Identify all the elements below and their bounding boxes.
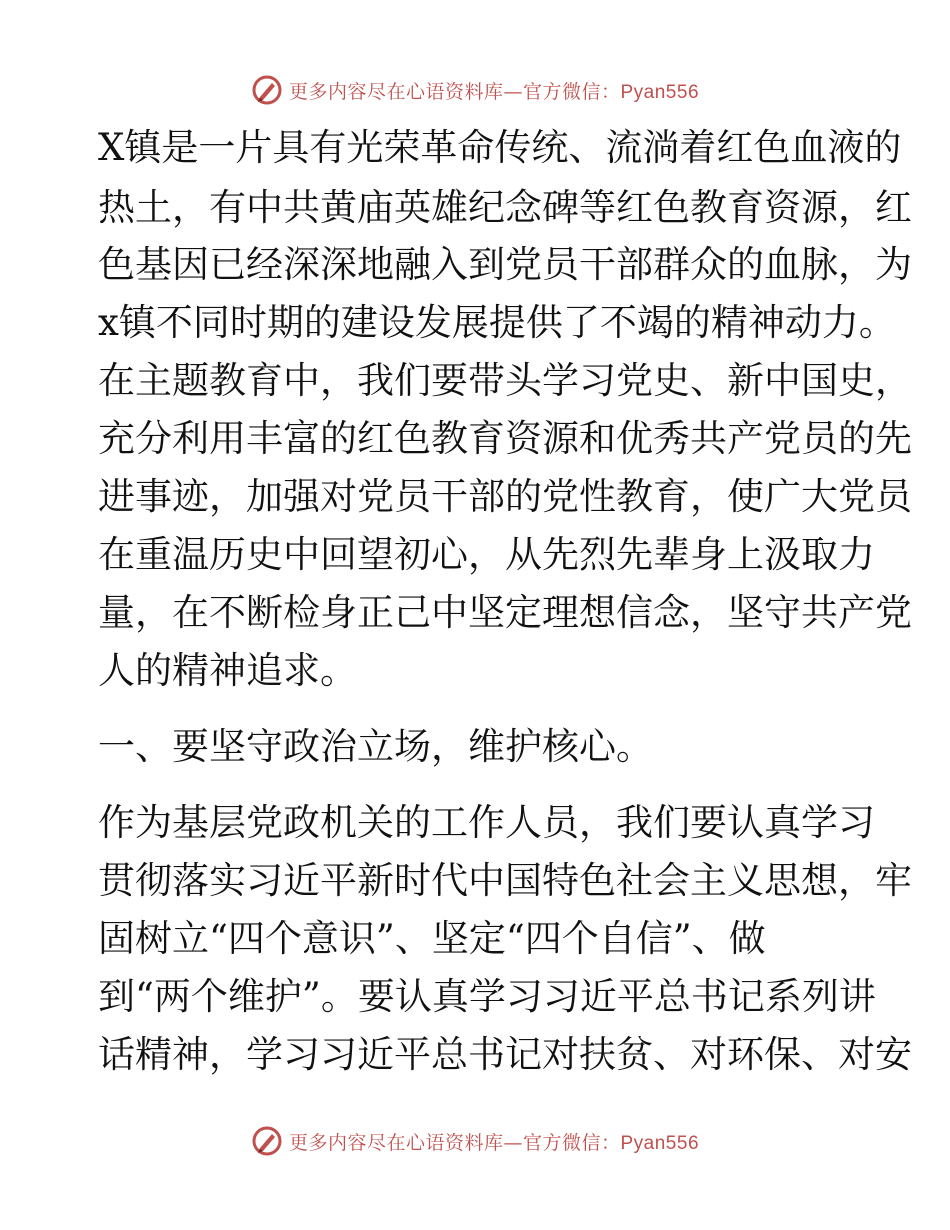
pen-logo-icon [251,74,283,106]
body-line: 量，在不断检身正己中坚定理想信念，坚守共产党 [98,591,912,634]
body-line: 进事迹，加强对党员干部的党性教育，使广大党员 [98,475,912,518]
footer-banner [0,1121,950,1161]
header-banner [0,70,950,110]
body-line: 在主题教育中，我们要带头学习党史、新中国史， [98,359,912,402]
pen-logo-icon [251,1125,283,1157]
body-line: 在重温历史中回望初心，从先烈先辈身上汲取力 [98,533,875,576]
body-line: x镇不同时期的建设发展提供了不竭的精神动力。 [98,301,896,344]
body-line: 色基因已经深深地融入到党员干部群众的血脉，为 [98,243,912,286]
footer-banner-text: 更多内容尽在心语资料库—官方微信：Pyan556 [288,1131,700,1154]
section-heading: 一、要坚守政治立场，维护核心。 [98,725,653,768]
body-line: 到“两个维护”。要认真学习习近平总书记系列讲 [98,975,876,1018]
body-line: 人的精神追求。 [98,649,357,692]
body-line: 热土，有中共黄庙英雄纪念碑等红色教育资源，红 [98,186,912,229]
body-line: 作为基层党政机关的工作人员，我们要认真学习 [98,801,875,844]
body-line: X镇是一片具有光荣革命传统、流淌着红色血液的 [98,126,902,169]
body-line: 贯彻落实习近平新时代中国特色社会主义思想，牢 [98,859,912,902]
wechat-id: Pyan556 [620,81,700,103]
body-line: 固树立“四个意识”、坚定“四个自信”、做 [98,917,766,960]
header-banner-text: 更多内容尽在心语资料库—官方微信：Pyan556 [288,80,700,103]
body-line: 话精神，学习习近平总书记对扶贫、对环保、对安 [98,1033,912,1076]
wechat-id: Pyan556 [620,1132,700,1154]
body-line: 充分利用丰富的红色教育资源和优秀共产党员的先 [98,417,912,460]
